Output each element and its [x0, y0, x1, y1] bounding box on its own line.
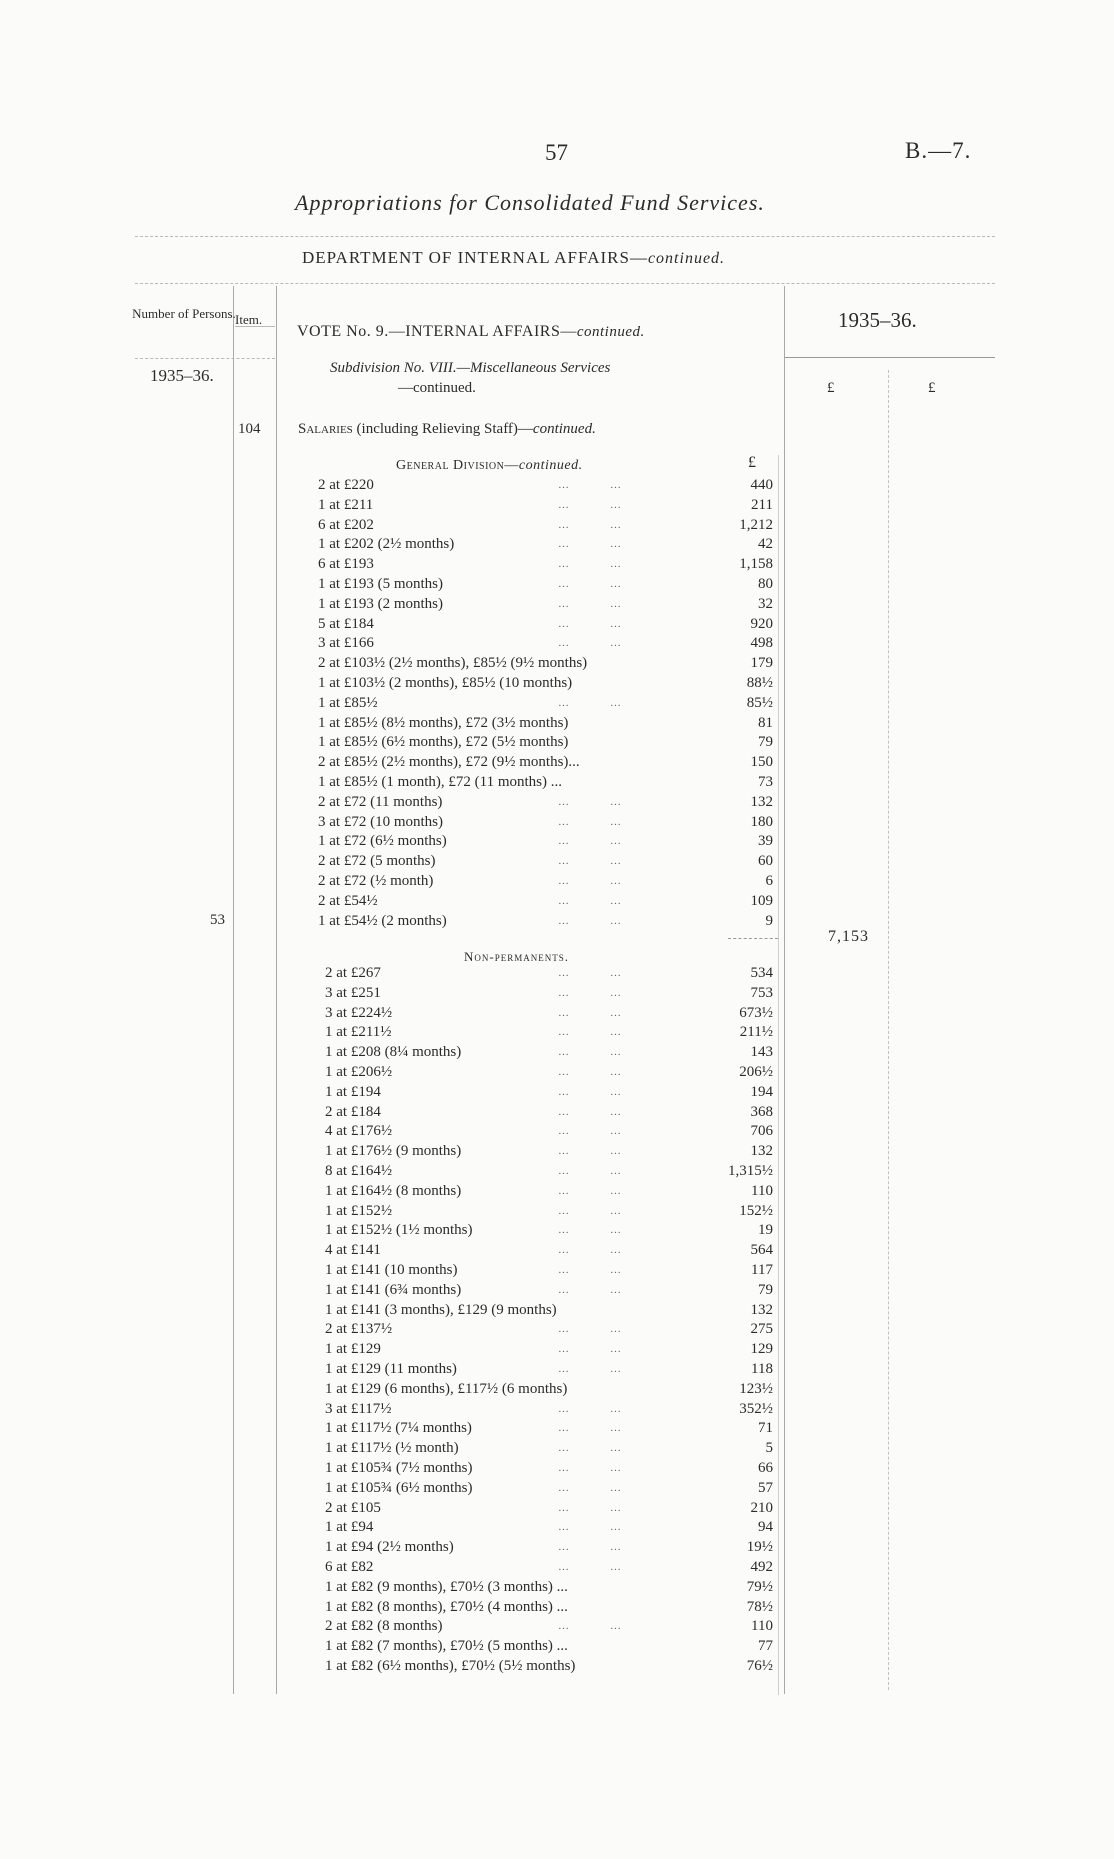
general-division-description: 2 at £72 (5 months) [318, 853, 436, 870]
leader-dots: … … [558, 696, 623, 709]
non-permanent-amount: 19½ [746, 1539, 773, 1556]
leader-dots: … … [558, 894, 623, 907]
non-permanent-amount: 534 [750, 965, 773, 981]
general-division-amount: 179 [750, 655, 773, 672]
general-division-amount: 1,158 [739, 556, 773, 573]
non-permanent-row [325, 1003, 773, 1023]
non-permanent-row [325, 1339, 773, 1359]
non-permanent-description: 1 at £82 (7 months), £70½ (5 months) ... [325, 1638, 568, 1655]
leader-dots: … … [558, 1066, 623, 1078]
non-permanent-description: 1 at £194 [325, 1083, 381, 1100]
general-division-description: 3 at £166 [318, 635, 374, 652]
non-permanent-description: 1 at £141 (3 months), £129 (9 months) [325, 1301, 557, 1318]
general-division-amount: 9 [765, 912, 773, 929]
non-permanent-amount: 206½ [739, 1064, 773, 1080]
non-permanent-amount: 129 [750, 1341, 773, 1358]
non-permanent-row [325, 1636, 773, 1656]
leader-dots: … … [558, 1105, 623, 1118]
general-division-amount: 60 [758, 853, 773, 870]
non-permanent-description: 1 at £152½ (1½ months) [325, 1222, 473, 1239]
non-permanent-description: 1 at £129 [325, 1341, 381, 1358]
leader-dots: … … [558, 1402, 623, 1415]
pound-sign-column-b: £ [928, 380, 936, 396]
general-division-row [318, 792, 773, 812]
header-number-of-persons: Number of Persons. [132, 306, 236, 321]
non-permanent-description: 6 at £82 [325, 1559, 374, 1575]
persons-year: 1935–36. [150, 366, 214, 385]
non-permanent-description: 1 at £82 (9 months), £70½ (3 months) ... [325, 1578, 568, 1595]
document-code: B.—7. [905, 138, 972, 163]
non-permanent-row [325, 1260, 773, 1280]
salaries-qualifier: (including Relieving Staff)— [352, 421, 533, 437]
general-division-description: 1 at £193 (2 months) [318, 595, 443, 612]
non-permanent-amount: 123½ [739, 1380, 773, 1397]
non-permanent-amount: 706 [750, 1123, 773, 1140]
general-division-amount: 39 [758, 833, 773, 850]
general-division-row [318, 732, 773, 752]
leader-dots: … … [558, 637, 623, 650]
non-permanent-row [325, 1220, 773, 1240]
amount-column-rule [778, 455, 779, 1695]
non-permanent-amount: 132 [750, 1143, 773, 1160]
non-permanent-amount: 564 [750, 1242, 773, 1259]
non-permanent-row [325, 1616, 773, 1636]
non-permanent-description: 1 at £164½ (8 months) [325, 1182, 462, 1199]
leader-dots: … … [558, 538, 623, 551]
non-permanent-amount: 352½ [739, 1400, 773, 1417]
non-permanent-row [325, 1557, 773, 1577]
general-division-row [318, 851, 773, 871]
leader-dots: … … [558, 1442, 623, 1455]
non-permanent-description: 1 at £105¾ (6½ months) [325, 1479, 473, 1496]
leader-dots: … … [558, 1125, 623, 1138]
general-division-description: 5 at £184 [318, 615, 374, 632]
general-division-amount: 498 [750, 635, 773, 652]
non-permanent-description: 1 at £94 [325, 1519, 374, 1536]
general-division-amount: 85½ [746, 694, 773, 711]
non-permanent-description: 1 at £129 (6 months), £117½ (6 months) [325, 1380, 568, 1397]
leader-dots: … … [558, 795, 623, 808]
general-division-amount: 440 [750, 477, 773, 493]
non-permanent-row [325, 1022, 773, 1042]
non-permanent-row [325, 1577, 773, 1597]
non-permanent-amount: 1,315½ [728, 1163, 773, 1179]
non-permanent-amount: 143 [750, 1044, 773, 1061]
non-permanent-description: 1 at £82 (6½ months), £70½ (5½ months) [325, 1658, 576, 1674]
non-permanent-row [325, 1141, 773, 1161]
non-permanent-amount: 753 [750, 984, 773, 1001]
leader-dots: … … [558, 1541, 623, 1554]
general-division-description: 2 at £72 (11 months) [318, 793, 443, 810]
non-permanent-row [325, 1240, 773, 1260]
leader-dots: … … [558, 875, 623, 887]
non-permanent-description: 1 at £117½ (½ month) [325, 1440, 459, 1457]
non-permanent-amount: 368 [750, 1103, 773, 1120]
general-division-row [318, 614, 773, 634]
non-permanents-heading: Non-permanents. [464, 949, 569, 964]
salaries-label: Salaries [298, 421, 353, 437]
leader-dots: … … [558, 1481, 623, 1494]
non-permanent-row [325, 1438, 773, 1458]
item-number: 104 [238, 421, 261, 437]
non-permanent-amount: 110 [751, 1182, 773, 1199]
leader-dots: … … [558, 1224, 623, 1237]
general-division-amount: 109 [750, 892, 773, 909]
non-permanent-description: 8 at £164½ [325, 1163, 393, 1179]
general-division-amount: 32 [758, 595, 773, 612]
leader-dots: … … [558, 1422, 623, 1435]
non-permanent-description: 1 at £211½ [325, 1024, 392, 1041]
non-permanent-row [325, 1300, 773, 1320]
general-division-row [318, 574, 773, 594]
leader-dots: … … [558, 1561, 623, 1573]
general-division-description: 1 at £54½ (2 months) [318, 912, 447, 929]
leader-dots: … … [558, 855, 623, 868]
non-permanent-description: 3 at £117½ [325, 1400, 392, 1417]
subdivision-title: Subdivision No. VIII.—Miscellaneous Services [330, 360, 611, 376]
non-permanent-description: 2 at £184 [325, 1103, 381, 1120]
general-division-subtotal: 7,153 [828, 928, 869, 945]
general-division-description: 1 at £85½ [318, 694, 378, 711]
non-permanent-description: 1 at £141 (6¾ months) [325, 1281, 462, 1298]
leader-dots: … … [558, 1026, 623, 1039]
leader-dots: … … [558, 1363, 623, 1375]
leader-dots: … … [558, 1145, 623, 1158]
leader-dots: … … [558, 1501, 623, 1514]
leader-dots: … … [558, 1343, 623, 1356]
leader-dots: … … [558, 617, 623, 630]
general-division-description: 3 at £72 (10 months) [318, 813, 443, 830]
non-permanent-description: 3 at £251 [325, 984, 381, 1001]
page-number: 57 [545, 140, 568, 165]
general-division-row [318, 812, 773, 832]
non-permanent-row [325, 1517, 773, 1537]
general-division-row [318, 554, 773, 574]
general-division-amount: 79 [758, 734, 773, 751]
leader-dots: … … [558, 578, 623, 590]
non-permanent-description: 3 at £224½ [325, 1004, 393, 1021]
leader-dots: … … [558, 1462, 623, 1474]
general-division-row [318, 831, 773, 851]
non-permanent-amount: 492 [750, 1559, 773, 1575]
column-divider-year [888, 370, 889, 1690]
general-division-description: 6 at £202 [318, 516, 374, 533]
non-permanent-row [325, 1201, 773, 1221]
subdivision-continued: —continued. [398, 380, 476, 396]
general-division-row [318, 911, 773, 931]
general-division-title: General Division— [396, 458, 519, 473]
non-permanent-amount: 152½ [739, 1202, 773, 1219]
non-permanent-description: 1 at £94 (2½ months) [325, 1539, 454, 1556]
non-permanent-amount: 132 [750, 1301, 773, 1318]
general-division-amount: 42 [758, 536, 773, 553]
general-division-description: 1 at £211 [318, 496, 374, 513]
non-permanent-amount: 79½ [746, 1578, 773, 1595]
leader-dots: … … [558, 835, 623, 848]
persons-total: 53 [210, 912, 225, 928]
non-permanent-amount: 57 [758, 1479, 773, 1496]
leader-dots: … … [558, 914, 623, 927]
leader-dots: … … [558, 1184, 623, 1197]
page-title: Appropriations for Consolidated Fund Services. [295, 190, 765, 215]
general-division-row [318, 515, 773, 535]
general-division-continued: continued. [518, 458, 583, 473]
general-division-description: 1 at £85½ (1 month), £72 (11 months) ... [318, 774, 563, 790]
general-division-amount: 211 [751, 496, 773, 513]
non-permanent-row [325, 1042, 773, 1062]
leader-dots: … … [558, 1006, 623, 1019]
non-permanent-row [325, 1319, 773, 1339]
salaries-heading [298, 421, 596, 438]
column-divider-item [276, 286, 277, 1694]
general-division-pound-sign: £ [748, 454, 756, 471]
general-division-description: 2 at £85½ (2½ months), £72 (9½ months)... [318, 754, 580, 771]
leader-dots: … … [558, 967, 623, 979]
leader-dots: … … [558, 1521, 623, 1534]
general-division-row [318, 475, 773, 495]
non-permanent-row [325, 1379, 773, 1399]
general-division-row [318, 891, 773, 911]
leader-dots: … … [558, 1283, 623, 1296]
vote-title: VOTE No. 9.—INTERNAL AFFAIRS— [297, 323, 577, 340]
non-permanent-amount: 71 [758, 1420, 773, 1437]
year-header-rule [785, 357, 995, 358]
table-top-rule [135, 283, 995, 284]
general-division-description: 2 at £220 [318, 477, 374, 493]
header-item: Item. [235, 312, 263, 327]
non-permanent-amount: 19 [758, 1222, 773, 1239]
non-permanent-row [325, 1062, 773, 1082]
non-permanent-row [325, 1082, 773, 1102]
general-division-amount: 132 [750, 793, 773, 810]
general-division-amount: 920 [750, 615, 773, 632]
leader-dots: … … [558, 558, 623, 571]
general-division-amount: 81 [758, 714, 773, 731]
general-division-description: 6 at £193 [318, 556, 374, 573]
general-division-description: 1 at £103½ (2 months), £85½ (10 months) [318, 675, 573, 691]
non-permanent-row [325, 1537, 773, 1557]
non-permanent-description: 1 at £117½ (7¼ months) [325, 1420, 472, 1437]
non-permanent-description: 2 at £137½ [325, 1321, 393, 1338]
department-name: DEPARTMENT OF INTERNAL AFFAIRS— [302, 248, 648, 267]
non-permanent-amount: 77 [758, 1638, 773, 1655]
general-division-amount: 180 [750, 813, 773, 830]
general-division-row [318, 752, 773, 772]
general-division-row [318, 633, 773, 653]
subdivision-heading [330, 358, 760, 398]
non-permanent-description: 4 at £176½ [325, 1123, 393, 1140]
non-permanent-amount: 78½ [746, 1598, 773, 1615]
leader-dots: … … [558, 1085, 623, 1098]
non-permanent-amount: 210 [750, 1499, 773, 1516]
non-permanent-description: 1 at £141 (10 months) [325, 1262, 458, 1278]
vote-heading [297, 323, 645, 341]
non-permanent-description: 1 at £208 (8¼ months) [325, 1044, 462, 1061]
non-permanent-row [325, 1498, 773, 1518]
non-permanent-row [325, 1478, 773, 1498]
leader-dots: … … [558, 986, 623, 999]
non-permanent-amount: 194 [750, 1083, 773, 1100]
general-division-amount: 150 [750, 754, 773, 771]
general-division-row [318, 495, 773, 515]
leader-dots: … … [558, 1046, 623, 1059]
non-permanent-row [325, 963, 773, 983]
general-division-row [318, 772, 773, 792]
general-division-amount: 88½ [746, 675, 773, 691]
vote-continued: continued. [576, 324, 645, 340]
non-permanent-description: 1 at £176½ (9 months) [325, 1143, 462, 1160]
leader-dots: … … [558, 1165, 623, 1177]
general-division-row [318, 673, 773, 693]
leader-dots: … … [558, 815, 623, 828]
non-permanent-amount: 117 [751, 1262, 773, 1278]
general-division-description: 2 at £54½ [318, 892, 378, 909]
non-permanent-row [325, 1458, 773, 1478]
general-division-heading [396, 458, 583, 474]
general-division-amount: 80 [758, 576, 773, 592]
general-division-description: 1 at £72 (6½ months) [318, 833, 447, 850]
leader-dots: … … [558, 498, 623, 511]
general-division-row [318, 594, 773, 614]
non-permanent-row [325, 1399, 773, 1419]
leader-dots: … … [558, 479, 623, 491]
non-permanent-description: 1 at £105¾ (7½ months) [325, 1460, 473, 1476]
general-division-description: 2 at £72 (½ month) [318, 873, 434, 889]
non-permanent-row [325, 1418, 773, 1438]
column-divider-persons [233, 286, 234, 1694]
non-permanent-description: 1 at £206½ [325, 1064, 393, 1080]
non-permanent-row [325, 1597, 773, 1617]
non-permanent-amount: 118 [751, 1361, 773, 1377]
non-permanent-description: 1 at £152½ [325, 1202, 393, 1219]
non-permanent-description: 2 at £82 (8 months) [325, 1618, 443, 1635]
column-divider-vote [784, 286, 785, 1694]
general-division-amount: 1,212 [739, 516, 773, 533]
general-division-description: 2 at £103½ (2½ months), £85½ (9½ months) [318, 655, 588, 672]
non-permanent-description: 4 at £141 [325, 1242, 381, 1259]
general-division-row [318, 713, 773, 733]
non-permanent-row [325, 1102, 773, 1122]
non-permanent-description: 2 at £105 [325, 1499, 381, 1516]
non-permanent-description: 1 at £129 (11 months) [325, 1361, 457, 1377]
non-permanent-row [325, 1181, 773, 1201]
non-permanent-row [325, 1121, 773, 1141]
non-permanent-description: 1 at £82 (8 months), £70½ (4 months) ... [325, 1598, 568, 1615]
title-rule [135, 236, 995, 237]
non-permanent-row [325, 1656, 773, 1676]
non-permanent-amount: 211½ [739, 1024, 773, 1041]
leader-dots: … … [558, 1323, 623, 1336]
general-division-amount: 6 [765, 873, 773, 889]
non-permanent-amount: 673½ [739, 1004, 773, 1021]
non-permanent-row [325, 1359, 773, 1379]
persons-header-rule [135, 358, 275, 359]
non-permanent-description: 2 at £267 [325, 965, 381, 981]
leader-dots: … … [558, 518, 623, 531]
general-division-description: 1 at £85½ (6½ months), £72 (5½ months) [318, 734, 569, 751]
general-division-description: 1 at £193 (5 months) [318, 576, 443, 592]
subtotal-rule [728, 938, 778, 939]
header-year: 1935–36. [838, 308, 917, 332]
non-permanent-amount: 110 [751, 1618, 773, 1635]
general-division-row [318, 693, 773, 713]
pound-sign-column-a: £ [827, 380, 835, 396]
general-division-description: 1 at £85½ (8½ months), £72 (3½ months) [318, 714, 569, 731]
non-permanent-amount: 79 [758, 1281, 773, 1298]
non-permanent-amount: 5 [765, 1440, 773, 1457]
general-division-row [318, 653, 773, 673]
leader-dots: … … [558, 1620, 623, 1633]
department-continued: continued. [647, 250, 726, 267]
general-division-row [318, 871, 773, 891]
non-permanent-row [325, 1280, 773, 1300]
leader-dots: … … [558, 1264, 623, 1276]
non-permanent-row [325, 1161, 773, 1181]
leader-dots: … … [558, 597, 623, 610]
leader-dots: … … [558, 1244, 623, 1257]
non-permanent-amount: 275 [750, 1321, 773, 1338]
salaries-continued: continued. [532, 421, 596, 437]
non-permanent-amount: 76½ [746, 1658, 773, 1674]
department-heading [302, 248, 725, 268]
non-permanent-amount: 66 [758, 1460, 773, 1476]
non-permanent-amount: 94 [758, 1519, 773, 1536]
general-division-description: 1 at £202 (2½ months) [318, 536, 455, 553]
general-division-amount: 73 [758, 774, 773, 790]
leader-dots: … … [558, 1204, 623, 1217]
general-division-row [318, 534, 773, 554]
non-permanent-row [325, 983, 773, 1003]
